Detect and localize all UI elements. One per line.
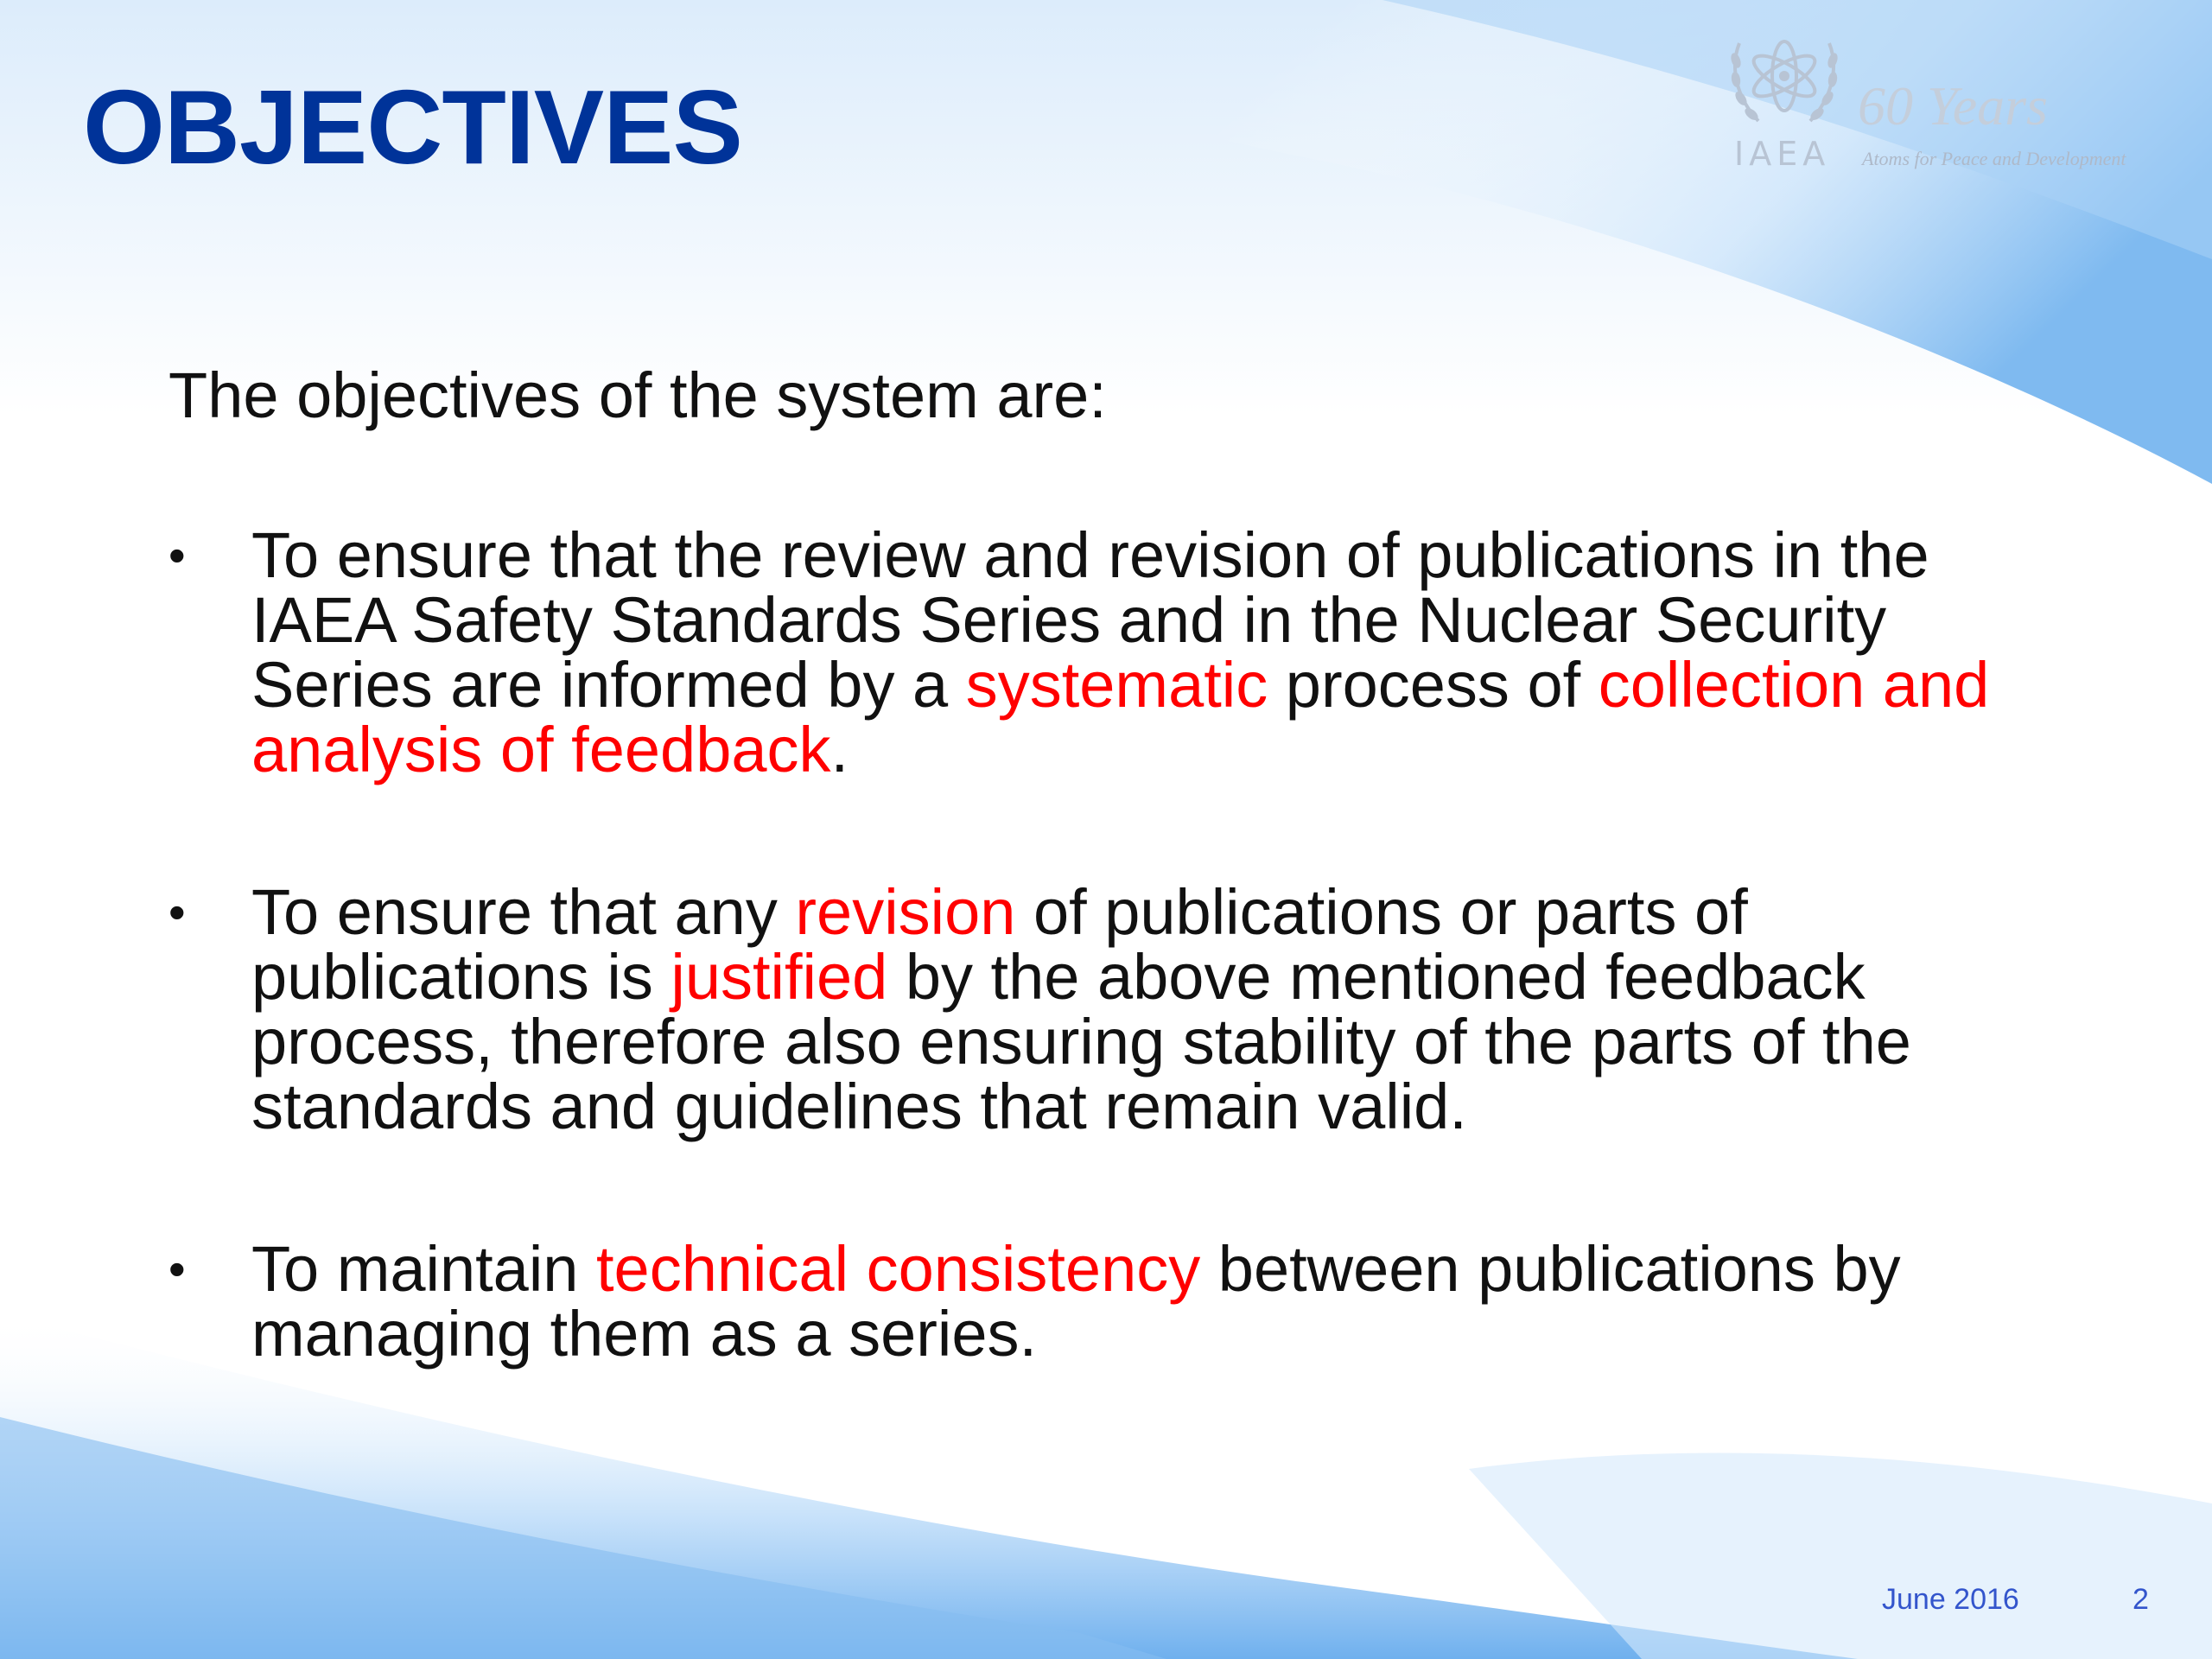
- objective-text: [251, 1233, 2069, 1370]
- objective-item: [168, 519, 2069, 785]
- highlighted-segment: technical consistency: [595, 1233, 1201, 1305]
- objective-item: [168, 1233, 2069, 1370]
- footer-date: June 2016: [1882, 1583, 2019, 1616]
- logo-tagline: Atoms for Peace and Development: [1862, 148, 2126, 169]
- text-segment: of publications or parts of publications is: [251, 876, 1748, 1013]
- logo-acronym: IAEA: [1734, 135, 1831, 173]
- text-segment: To ensure that the review and revision of publications in the IAEA Safety Standards Series and in the Nuclear Security Series are informed by a: [251, 519, 1929, 721]
- iaea-atom-laurel-icon: [1724, 26, 1845, 138]
- text-segment: .: [830, 714, 849, 785]
- text-segment: process of: [1268, 649, 1599, 721]
- iaea-logo: [1724, 26, 2190, 181]
- slide-body: [168, 359, 2069, 1464]
- logo-years: 60 Years: [1858, 75, 2048, 137]
- slide-title: OBJECTIVES: [83, 68, 742, 186]
- bullet-icon: •: [168, 528, 186, 582]
- objective-item: [168, 876, 2069, 1142]
- text-segment: by the above mentioned feedback process, therefore also ensuring stability of the parts of the standards and guidelines that remain valid.: [251, 941, 1911, 1142]
- page-number: 2: [2133, 1583, 2149, 1616]
- objectives-list: [168, 519, 2069, 1370]
- bullet-icon: •: [168, 1242, 186, 1296]
- bullet-icon: •: [168, 885, 186, 939]
- highlighted-segment: justified: [671, 941, 888, 1013]
- objective-text: [251, 519, 2069, 785]
- highlighted-segment: collection and analysis of feedback: [251, 649, 1990, 785]
- intro-text: The objectives of the system are:: [168, 359, 1107, 431]
- highlighted-segment: systematic: [965, 649, 1268, 721]
- objective-text: [251, 876, 2069, 1142]
- text-segment: between publications by managing them as a series.: [251, 1233, 1901, 1370]
- text-segment: To ensure that any: [251, 876, 796, 948]
- highlighted-segment: revision: [795, 876, 1016, 948]
- text-segment: To maintain: [251, 1233, 596, 1305]
